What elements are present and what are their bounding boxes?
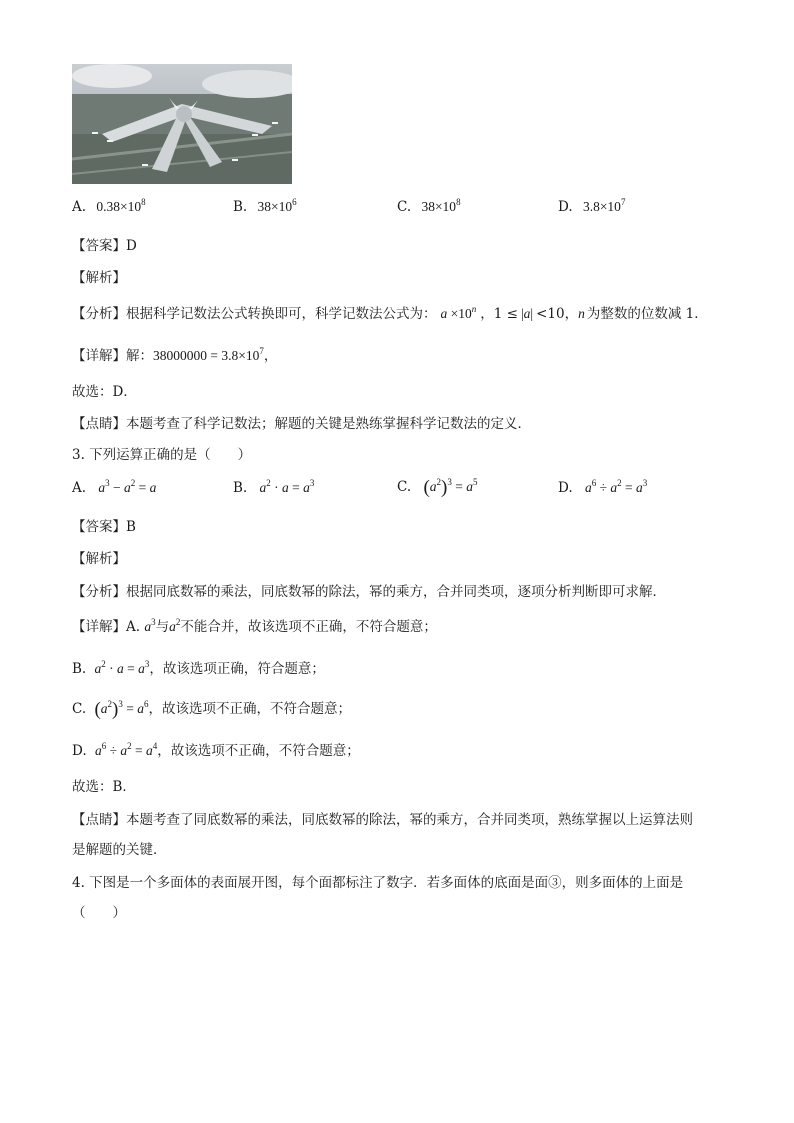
q3-jiexi-heading: 【解析】 bbox=[72, 551, 126, 567]
q3-title: 3. 下列运算正确的是（ ） bbox=[72, 447, 252, 463]
detail-exp: 7 bbox=[259, 346, 264, 356]
q3-option-b bbox=[233, 480, 314, 496]
expr-a2: $a^2$ bbox=[169, 617, 181, 634]
q2-option-c bbox=[397, 199, 461, 215]
detail-text: 与 bbox=[155, 619, 170, 635]
option-letter: B. bbox=[233, 199, 248, 215]
mantissa: 0.38 bbox=[96, 199, 120, 214]
exponent: 8 bbox=[456, 197, 461, 207]
option-letter: D. bbox=[558, 480, 573, 496]
detail-expr-value: 38000000 = 3.8 bbox=[153, 348, 239, 363]
q3-detail-b bbox=[72, 657, 325, 677]
analysis-text: 为整数的位数减 1． bbox=[586, 306, 708, 322]
q2-option-d bbox=[558, 199, 625, 215]
q2-detail: 【详解】解：$38000000 = 3.8\times 10^7$， bbox=[72, 346, 278, 364]
detail-text: C. bbox=[72, 701, 87, 717]
detail-expr: $38000000 = 3.8\times 10^7$ bbox=[153, 346, 264, 363]
q3-detail-d bbox=[72, 739, 360, 759]
airport-photo bbox=[72, 64, 292, 184]
q2-analysis bbox=[72, 302, 708, 322]
q3-answer: 【答案】B bbox=[72, 519, 136, 535]
analysis-text: <10， bbox=[536, 306, 579, 322]
q3-comment-line1: 【点睛】本题考查了同底数幂的乘法，同底数幂的除法，幂的乘方，合并同类项，熟练掌握以上运算法则 bbox=[72, 812, 693, 828]
detail-text: B. bbox=[72, 661, 87, 677]
q4-title-line2: （ ） bbox=[72, 905, 126, 921]
detail-expr: $a^2 \cdot a = a^3$ bbox=[94, 659, 150, 676]
option-expr: $a^2 \cdot a = a^3$ bbox=[259, 478, 315, 495]
option-letter: A. bbox=[72, 199, 87, 215]
detail-text: ，故该选项不正确，不符合题意； bbox=[157, 743, 360, 759]
detail-text: 【详解】解： bbox=[72, 348, 153, 364]
q3-option-d bbox=[558, 480, 647, 496]
option-letter: C. bbox=[397, 479, 412, 495]
q2-conclusion: 故选：D． bbox=[72, 384, 137, 400]
exponent: 6 bbox=[292, 197, 297, 207]
mantissa: 38 bbox=[421, 199, 435, 214]
option-expr: $38\times 10^8$ bbox=[421, 197, 461, 214]
detail-text: D. bbox=[72, 743, 87, 759]
var-n: n bbox=[578, 306, 585, 321]
q2-comment: 【点睛】本题考查了科学记数法；解题的关键是熟练掌握科学记数法的定义． bbox=[72, 416, 531, 432]
detail-text: 不能合并，故该选项不正确，不符合题意； bbox=[180, 619, 437, 635]
q3-option-c bbox=[397, 477, 477, 499]
detail-text: 【详解】A. bbox=[72, 619, 141, 635]
q3-detail-a bbox=[72, 615, 437, 635]
q2-option-a bbox=[72, 199, 146, 215]
q4-title-line1: 4. 下图是一个多面体的表面展开图，每个面都标注了数字．若多面体的底面是面③，则多面体的上面是 bbox=[72, 875, 684, 891]
q3-conclusion: 故选：B． bbox=[72, 779, 136, 795]
option-expr: $3.8\times 10^7$ bbox=[582, 197, 626, 214]
detail-text: ，故该选项不正确，不符合题意； bbox=[148, 701, 351, 717]
option-letter: B. bbox=[233, 480, 248, 496]
exponent: 7 bbox=[620, 197, 626, 207]
detail-text: ，故该选项正确，符合题意； bbox=[149, 661, 325, 677]
q3-option-a bbox=[72, 480, 156, 496]
option-expr: $(a^2)^3 = a^5$ bbox=[423, 477, 478, 498]
expr-a3: $a^3$ bbox=[144, 617, 156, 634]
option-letter: A. bbox=[72, 480, 87, 496]
mantissa: 38 bbox=[257, 199, 272, 214]
option-expr: $a^3 - a^2 = a$ bbox=[98, 478, 157, 495]
exponent: 8 bbox=[141, 197, 146, 207]
detail-expr: $(a^2)^3 = a^6$ bbox=[94, 699, 149, 720]
option-expr: $a^6 \div a^2 = a^3$ bbox=[584, 478, 648, 495]
q2-option-b bbox=[233, 199, 297, 215]
q2-jiexi-heading: 【解析】 bbox=[72, 270, 126, 286]
option-letter: D. bbox=[558, 199, 573, 215]
q2-answer: 【答案】D bbox=[72, 238, 137, 254]
option-expr: $38\times 10^6$ bbox=[257, 197, 297, 214]
formula-a-times-10n: $a \times 10^n$ bbox=[440, 304, 477, 321]
q3-analysis: 【分析】根据同底数幂的乘法，同底数幂的除法，幂的乘方，合并同类项，逐项分析判断即可求解． bbox=[72, 584, 666, 600]
q3-detail-c bbox=[72, 697, 351, 721]
option-letter: C. bbox=[397, 199, 412, 215]
formula-abs-a: |a| bbox=[520, 306, 534, 321]
option-expr: $0.38\times 10^8$ bbox=[96, 197, 146, 214]
analysis-text: 【分析】根据科学记数法公式转换即可，科学记数法公式为： bbox=[72, 306, 437, 322]
mantissa: 3.8 bbox=[582, 199, 600, 214]
q3-comment-line2: 是解题的关键． bbox=[72, 842, 167, 858]
analysis-text: ，1 ≤ bbox=[480, 306, 518, 322]
detail-expr: $a^6 \div a^2 = a^4$ bbox=[94, 741, 158, 758]
